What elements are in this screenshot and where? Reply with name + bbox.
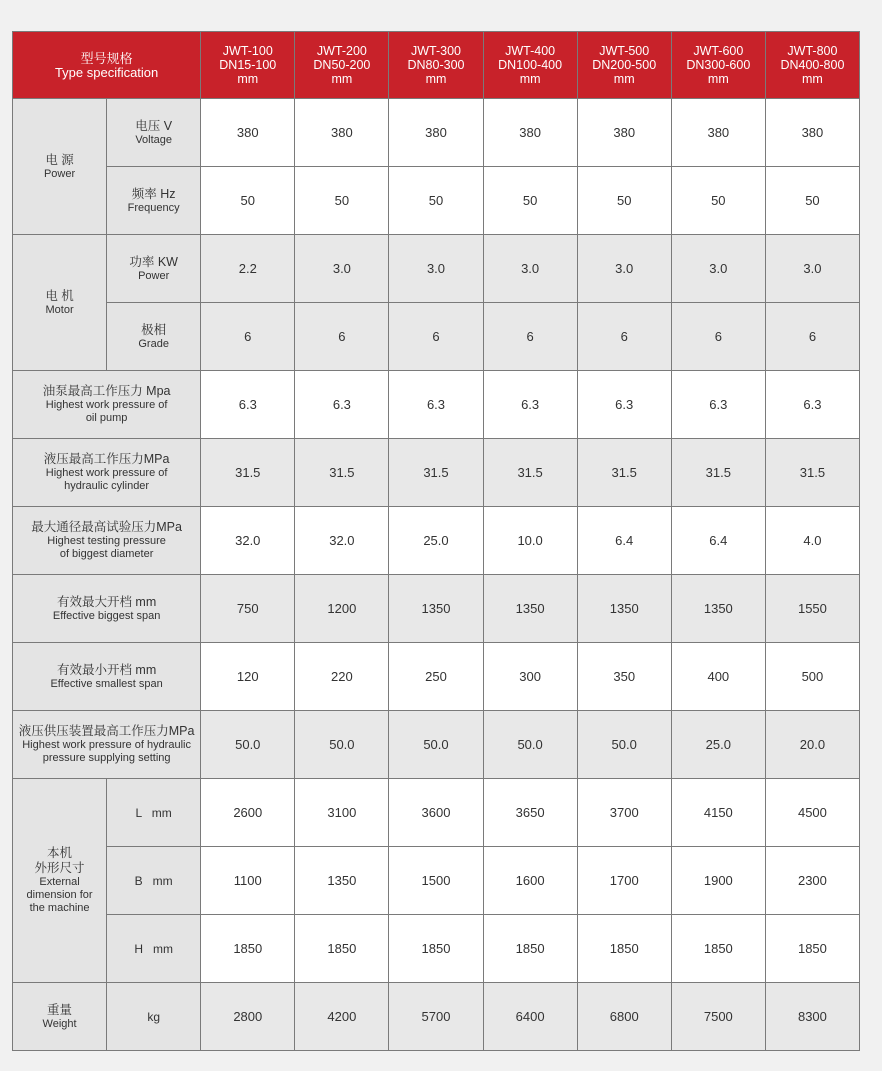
table-cell: 2800 <box>201 983 295 1051</box>
table-cell: 25.0 <box>389 507 483 575</box>
table-cell: 380 <box>201 99 295 167</box>
table-cell: 31.5 <box>295 439 389 507</box>
table-cell: 10.0 <box>483 507 577 575</box>
model-header: JWT-200 DN50-200 mm <box>295 32 389 99</box>
table-cell: 120 <box>201 643 295 711</box>
table-cell: 1100 <box>201 847 295 915</box>
table-cell: 7500 <box>671 983 765 1051</box>
table-cell: 6 <box>389 303 483 371</box>
table-cell: 2300 <box>765 847 859 915</box>
table-cell: 1900 <box>671 847 765 915</box>
row-label-hydraulic-cylinder: 液压最高工作压力MPa Highest work pressure of hydraulic cylinder <box>13 439 201 507</box>
table-cell: 6.3 <box>577 371 671 439</box>
table-cell: 6 <box>201 303 295 371</box>
table-cell: 1350 <box>671 575 765 643</box>
row-label-biggest-span: 有效最大开档 mm Effective biggest span <box>13 575 201 643</box>
table-cell: 31.5 <box>483 439 577 507</box>
table-cell: 1550 <box>765 575 859 643</box>
table-cell: 4150 <box>671 779 765 847</box>
table-cell: 3100 <box>295 779 389 847</box>
row-label-oil-pump: 油泵最高工作压力 Mpa Highest work pressure of oil pump <box>13 371 201 439</box>
table-cell: 50 <box>483 167 577 235</box>
table-cell: 50 <box>295 167 389 235</box>
table-cell: 32.0 <box>295 507 389 575</box>
group-motor: 电 机 Motor <box>13 235 107 371</box>
table-cell: 1350 <box>295 847 389 915</box>
table-cell: 220 <box>295 643 389 711</box>
spec-table <box>12 31 860 1051</box>
table-cell: 50.0 <box>201 711 295 779</box>
table-cell: 3700 <box>577 779 671 847</box>
table-cell: 50.0 <box>295 711 389 779</box>
table-cell: 6.3 <box>295 371 389 439</box>
table-cell: 250 <box>389 643 483 711</box>
table-cell: 6.3 <box>671 371 765 439</box>
spec-sheet <box>12 31 860 1051</box>
table-cell: 380 <box>295 99 389 167</box>
table-cell: 350 <box>577 643 671 711</box>
row-label-test-pressure: 最大通径最高试验压力MPa Highest testing pressure of biggest diameter <box>13 507 201 575</box>
table-cell: 1850 <box>483 915 577 983</box>
table-cell: 1850 <box>671 915 765 983</box>
table-cell: 31.5 <box>671 439 765 507</box>
model-header: JWT-500 DN200-500 mm <box>577 32 671 99</box>
table-cell: 1600 <box>483 847 577 915</box>
table-cell: 50 <box>765 167 859 235</box>
table-cell: 300 <box>483 643 577 711</box>
type-spec-en: Type specification <box>54 65 159 80</box>
row-label-motor-power: 功率 KW Power <box>107 235 201 303</box>
table-cell: 50 <box>389 167 483 235</box>
table-cell: 50 <box>671 167 765 235</box>
row-label-dim-h: H mm <box>107 915 201 983</box>
table-cell: 6.3 <box>483 371 577 439</box>
table-cell: 31.5 <box>389 439 483 507</box>
table-row-dim-h <box>13 915 860 983</box>
group-weight: 重量 Weight <box>13 983 107 1051</box>
row-label-supply-setting: 液压供压装置最高工作压力MPa Highest work pressure of hydraulic pressure supplying setting <box>13 711 201 779</box>
group-dimension: 本机 外形尺寸 External dimension for the machine <box>13 779 107 983</box>
table-cell: 6 <box>671 303 765 371</box>
table-cell: 3.0 <box>671 235 765 303</box>
row-label-smallest-span: 有效最小开档 mm Effective smallest span <box>13 643 201 711</box>
table-row-motor-power <box>13 235 860 303</box>
table-cell: 6 <box>483 303 577 371</box>
table-cell: 1350 <box>389 575 483 643</box>
table-cell: 50 <box>577 167 671 235</box>
model-header: JWT-600 DN300-600 mm <box>671 32 765 99</box>
table-cell: 1850 <box>295 915 389 983</box>
table-cell: 3.0 <box>765 235 859 303</box>
table-cell: 4.0 <box>765 507 859 575</box>
table-cell: 2.2 <box>201 235 295 303</box>
table-cell: 1700 <box>577 847 671 915</box>
row-label-weight: kg <box>107 983 201 1051</box>
table-cell: 1500 <box>389 847 483 915</box>
table-row-weight <box>13 983 860 1051</box>
table-row-smallest-span <box>13 643 860 711</box>
table-cell: 5700 <box>389 983 483 1051</box>
table-row-supply-setting <box>13 711 860 779</box>
table-cell: 6.4 <box>577 507 671 575</box>
table-cell: 6800 <box>577 983 671 1051</box>
row-label-dim-l: L mm <box>107 779 201 847</box>
model-header: JWT-800 DN400-800 mm <box>765 32 859 99</box>
row-label-dim-b: B mm <box>107 847 201 915</box>
model-header: JWT-100 DN15-100 mm <box>201 32 295 99</box>
table-cell: 2600 <box>201 779 295 847</box>
table-cell: 3.0 <box>295 235 389 303</box>
table-cell: 380 <box>765 99 859 167</box>
table-cell: 6.3 <box>389 371 483 439</box>
table-cell: 1850 <box>765 915 859 983</box>
table-cell: 6 <box>577 303 671 371</box>
model-header: JWT-300 DN80-300 mm <box>389 32 483 99</box>
table-row-test-pressure <box>13 507 860 575</box>
table-cell: 380 <box>483 99 577 167</box>
table-cell: 3600 <box>389 779 483 847</box>
row-label-voltage: 电压 V Voltage <box>107 99 201 167</box>
table-cell: 31.5 <box>765 439 859 507</box>
table-cell: 8300 <box>765 983 859 1051</box>
table-cell: 1850 <box>201 915 295 983</box>
table-cell: 380 <box>577 99 671 167</box>
table-cell: 6 <box>765 303 859 371</box>
type-spec-header <box>13 32 201 99</box>
table-cell: 4500 <box>765 779 859 847</box>
table-cell: 1350 <box>483 575 577 643</box>
table-row-biggest-span <box>13 575 860 643</box>
table-row-dim-l <box>13 779 860 847</box>
table-row-voltage <box>13 99 860 167</box>
table-cell: 1200 <box>295 575 389 643</box>
table-cell: 6.3 <box>765 371 859 439</box>
table-cell: 6.3 <box>201 371 295 439</box>
row-label-grade: 极相 Grade <box>107 303 201 371</box>
table-cell: 3.0 <box>577 235 671 303</box>
table-cell: 50.0 <box>483 711 577 779</box>
table-cell: 750 <box>201 575 295 643</box>
table-cell: 380 <box>671 99 765 167</box>
table-cell: 31.5 <box>201 439 295 507</box>
table-cell: 500 <box>765 643 859 711</box>
table-cell: 20.0 <box>765 711 859 779</box>
type-spec-zh: 型号规格 <box>80 51 133 66</box>
table-cell: 6400 <box>483 983 577 1051</box>
table-cell: 6 <box>295 303 389 371</box>
table-cell: 50.0 <box>389 711 483 779</box>
table-cell: 1850 <box>577 915 671 983</box>
row-label-frequency: 频率 Hz Frequency <box>107 167 201 235</box>
table-cell: 50 <box>201 167 295 235</box>
table-cell: 3.0 <box>389 235 483 303</box>
table-cell: 380 <box>389 99 483 167</box>
table-row-oil-pump <box>13 371 860 439</box>
table-cell: 4200 <box>295 983 389 1051</box>
table-cell: 1350 <box>577 575 671 643</box>
table-cell: 400 <box>671 643 765 711</box>
table-cell: 31.5 <box>577 439 671 507</box>
table-row-hydraulic-cylinder <box>13 439 860 507</box>
table-cell: 1850 <box>389 915 483 983</box>
table-cell: 3.0 <box>483 235 577 303</box>
group-power: 电 源 Power <box>13 99 107 235</box>
table-cell: 6.4 <box>671 507 765 575</box>
table-cell: 3650 <box>483 779 577 847</box>
model-header: JWT-400 DN100-400 mm <box>483 32 577 99</box>
table-row-dim-b <box>13 847 860 915</box>
header-row <box>13 32 860 99</box>
table-row-grade <box>13 303 860 371</box>
table-cell: 25.0 <box>671 711 765 779</box>
table-row-frequency <box>13 167 860 235</box>
table-cell: 50.0 <box>577 711 671 779</box>
table-cell: 32.0 <box>201 507 295 575</box>
